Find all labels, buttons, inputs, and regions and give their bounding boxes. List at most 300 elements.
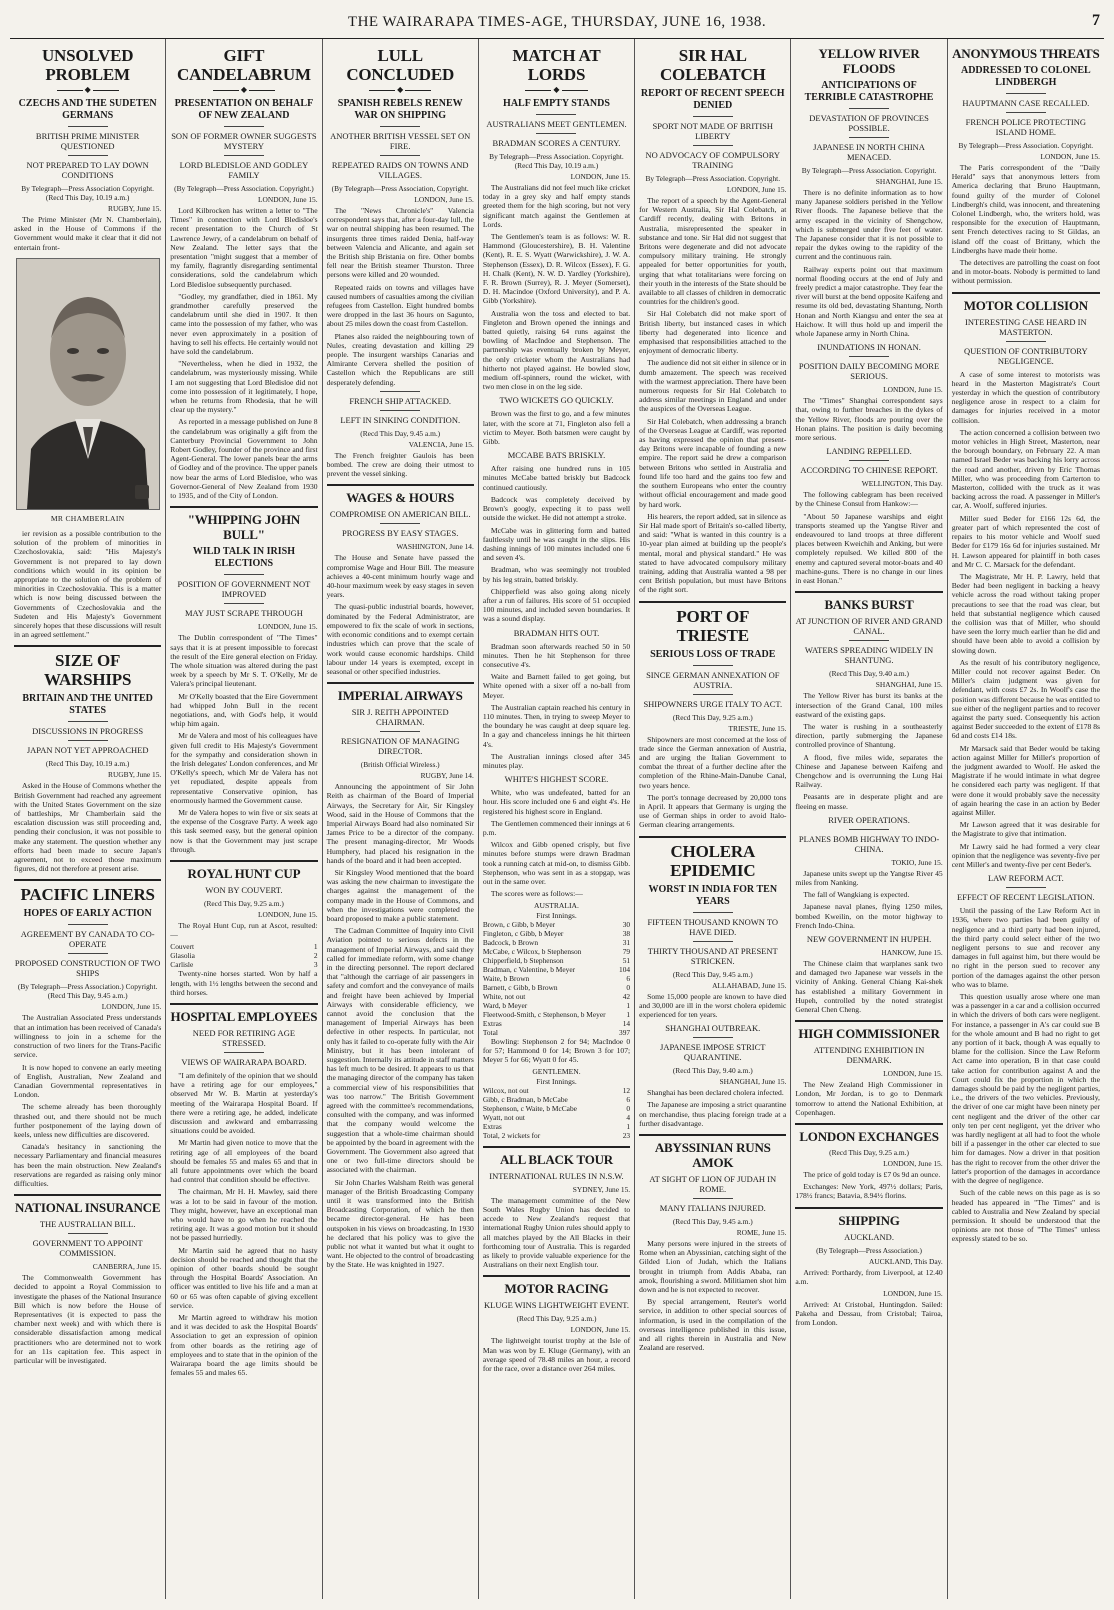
dateline: TOKIO, June 15. (891, 857, 943, 867)
batsman: Brown, c Gibb, b Meyer (482, 919, 556, 929)
subhead: NEED FOR RETIRING AGE STRESSED. (192, 1027, 296, 1048)
headline-motor-racing: MOTOR RACING (504, 1281, 609, 1297)
dateline: LONDON, June 15. (570, 1325, 631, 1335)
batsman: Fleetwood-Smith, c Stephenson, b Meyer (482, 1009, 606, 1019)
dateline: SHANGHAI, June 15. (875, 177, 943, 186)
headline-banks-burst: BANKS BURST (824, 597, 914, 613)
column-7 (948, 39, 1104, 1599)
table-row (483, 1095, 630, 1104)
divider (224, 603, 264, 604)
article-paragraph: Planes also raided the neighbouring town of Nules, creating devastation and killing 29 people. The insurgent warships Canarias and Almirante Cervera shelled the position of Castellon which the Republicans are still desperately defending. (326, 331, 474, 387)
subhead: HAUPTMANN CASE RECALLED. (962, 98, 1090, 108)
article-paragraph: Canada's hesitancy in sanctioning the necessary Parliamentary and financial measures has been the main obstruction. New Zealand's reservations are regarded as raising only minor difficulties. (14, 1142, 162, 1188)
subhead: ANTICIPATIONS OF TERRIBLE CATASTROPHE (804, 80, 934, 103)
article-paragraph: Mr Martin said he agreed that no hasty decision should be reached and thought that the opinion of other boards should be sought through the Hospital Boards' Association. An officer was entitled to live his life and a man at 60 or 65 was often capable of giving excellent service. (170, 1245, 318, 1310)
headline-yellow-river-floods: YELLOW RIVER FLOODS (818, 46, 920, 76)
divider (380, 731, 420, 732)
australia-scorecard (483, 920, 630, 1037)
article-paragraph: The Paris correspondent of the "Daily Herald" says that anonymous letters from America declaring that Bruno Hauptmann, found guilty of the murder of Colonel Lindbergh's child, was innocent, and threatening Colonel Lindbergh, who, the writers hold, was responsible for the execution of Hauptmann, sent French detectives racing to St Gildas, an island off the coast of Brittany, which the Lindberghs have made their home. (951, 163, 1100, 255)
table-row (483, 1019, 630, 1028)
runs: 31 (622, 937, 631, 947)
divider (693, 145, 733, 146)
article-paragraph: The Royal Hunt Cup, run at Ascot, resulted:— (170, 920, 318, 940)
batsman: Waite, b Brown (482, 973, 530, 983)
divider (693, 941, 733, 942)
table-row (483, 929, 630, 938)
gentlemen-scorecard (483, 1086, 630, 1140)
ornament: ◆ (14, 86, 161, 94)
total-runs: 23 (622, 1130, 631, 1140)
dateline: AUCKLAND, This Day. (868, 1256, 943, 1266)
column-1 (10, 39, 166, 1599)
article-paragraph: Brown was the first to go, and a few minutes later, with the score at 71, Fingleton also fell a victim to Meyer. Both batsmen were caught by Gibb. (482, 409, 631, 447)
section-rule (170, 860, 317, 862)
horse-name: Glasolia (170, 951, 195, 961)
headline-whipping-john-bull: "WHIPPING JOHN BULL" (187, 512, 301, 543)
total-label: Total (482, 1027, 498, 1037)
batsman: Fingleton, c Gibb, b Meyer (482, 928, 564, 938)
article-paragraph: McCabe was in glittering form and batted faultlessly until he was caught in the slips. His dashing innings of 100 minutes included one 6 and seven 4's. (482, 525, 631, 563)
wire-credit: (By Telegraph—Press Association. Copyright.) (174, 184, 314, 193)
column-3 (323, 39, 479, 1599)
subhead: AT SIGHT OF LION OF JUDAH IN ROME. (649, 1173, 777, 1194)
article-paragraph: Many persons were injured in the streets of Rome when an Abyssinian, catching sight of the Gilded Lion of Judah, which the Italians brought in triumph from Addis Ababa, ran amok, flourishing a sword. Militiamen shot him down and he is not expected to recover. (639, 1238, 787, 1294)
subhead: AUSTRALIANS MEET GENTLEMEN. (486, 119, 627, 129)
subhead: EFFECT OF RECENT LEGISLATION. (957, 892, 1095, 903)
article-paragraph: The detectives are patrolling the coast on foot and in motor-boats. Nobody is permitted to land without permission. (951, 258, 1100, 286)
headline-lull-concluded: LULL CONCLUDED (346, 46, 455, 84)
article-paragraph: The "Times" Shanghai correspondent says that, owing to further breaches in the dykes of the Yellow River, floods are pouring over the Honan plains. The position is daily becoming more serious. (795, 396, 943, 443)
table-row (483, 920, 630, 929)
table-row (170, 942, 317, 951)
divider (68, 740, 108, 741)
subhead: SERIOUS LOSS OF TRADE (650, 648, 776, 660)
article-paragraph: Sir Hal Colebatch, when addressing a branch of the Overseas League at Cardiff, was reported as having expressed the opinion that present-day Britons were incapable of founding a new empire. The report said he drew a comparison between Britons who settled in Australia and found life too hard and the gains too few and the southern Europeans who enter the country without official encouragement and made good by hard work. (639, 416, 787, 509)
dateline: LONDON, June 15. (101, 1002, 162, 1012)
photo-caption: MR CHAMBERLAIN (50, 513, 125, 523)
column-6 (791, 39, 947, 1599)
article-paragraph: The Gentlemen's team is as follows: W. R. Hammond (Gloucestershire), B. H. Valentine (Kent), R. E. S. Wyatt (Warwickshire), J. W. A. Stephenson (Essex), D. R. Wilcox (Essex), F. G. H. Chalk (Kent), N. W. D. Yardley (Yorkshire), F. R. Brown (Surrey), R. J. Meyer (Somerset), D. H. Macindoe (Oxford University), and P. A. Gibb (Yorkshire). (482, 232, 631, 306)
article-paragraph: Mr Marsack said that Beder would be taking action against Miller for Miller's proportion of the judgment awarded to Woolf. He asked the Magistrate if he would intimate in what degree he considered each party was negligent. If that were done it would probably save the necessity of again hearing the case in an action by Beder against Miller. (951, 743, 1100, 817)
article-paragraph: Until the passing of the Law Reform Act in 1936, where two parties had been guilty of negligence and a third party had been injured, the third party could select either of the two negligent persons to sue and recover any damages in full against him, but there would be no right in the person sued to recover any portion of the damages against the other person who was to blame. (951, 906, 1100, 989)
runs: 14 (622, 1018, 631, 1028)
subhead: LORD BLEDISLOE AND GODLEY FAMILY (179, 160, 309, 180)
section-rule (795, 1207, 942, 1209)
dateline: ROME, June 15. (736, 1227, 787, 1237)
dateline: LONDON, June 15. (414, 195, 474, 204)
table-row (483, 1113, 630, 1122)
article-paragraph: Some 15,000 people are known to have died and 30,000 are ill in the worst cholera epidemic experienced for ten years. (639, 991, 787, 1019)
article-paragraph: Bradman, who was seemingly not troubled by his leg strain, batted briskly. (482, 565, 631, 584)
column-5 (635, 39, 791, 1599)
race-results-table (170, 942, 317, 969)
subhead: LANDING REPELLED. (826, 446, 912, 457)
subhead: AGREEMENT BY CANADA TO CO-OPERATE (20, 929, 155, 950)
runs: 79 (622, 946, 631, 956)
wire-credit: (Recd This Day, 9.40 a.m.) (672, 1066, 753, 1076)
runs: 42 (622, 991, 631, 1001)
wire-credit: By Telegraph—Press Association. Copyright. (958, 141, 1094, 150)
subhead: WORST IN INDIA FOR TEN YEARS (648, 883, 778, 907)
extras: Extras (482, 1018, 502, 1028)
divider (1006, 93, 1046, 94)
divider (693, 665, 733, 666)
wire-credit: (Recd This Day, 9.45 a.m.) (672, 969, 753, 979)
table-row (170, 951, 317, 960)
article-paragraph: Shipowners are most concerned at the loss of trade since the German annexation of Austria, and are urging the Italian Government to combat the threat of a further decline after the completion of the Rhine-Main-Danube Canal, two years hence. (639, 734, 787, 790)
headline-match-at-lords: MATCH AT LORDS (512, 46, 601, 84)
divider (224, 1052, 264, 1053)
article-paragraph: Mr Lawry said he had formed a very clear opinion that the negligence was seventy-five per cent Miller's and twenty-five per cent Beder's. (951, 841, 1100, 869)
batsman: Ward, b Meyer (482, 1000, 528, 1010)
article-paragraph: The Australian innings closed after 345 minutes play. (482, 751, 631, 770)
subhead: THIRTY THOUSAND AT PRESENT STRICKEN. (647, 945, 778, 966)
wire-credit: (British Official Wireless.) (360, 760, 440, 770)
article-paragraph: Sir Hal Colebatch did not make sport of British liberty, but instanced cases in which liberty had degenerated into licence and emphasised that responsibilities attached to the enjoyment of democratic liberty. (639, 309, 787, 356)
headline-gift-candelabrum: GIFT CANDELABRUM (177, 46, 311, 84)
runs: 30 (622, 919, 631, 929)
article-paragraph: Peasants are in desperate plight and are fleeing en masse. (795, 792, 943, 811)
section-rule (14, 645, 161, 647)
subhead: NEW GOVERNMENT IN HUPEH. (806, 933, 932, 944)
section-rule (483, 1275, 630, 1277)
subhead: FRENCH POLICE PROTECTING ISLAND HOME. (965, 117, 1087, 137)
article-paragraph: Such of the cable news on this page as is so headed has appeared in "The Times" and is cabled to Australia and New Zealand by special permission. It should be understood that the opinions are not those of "The Times" unless expressly stated to be so. (951, 1188, 1100, 1244)
subhead: BRITISH PRIME MINISTER QUESTIONED (35, 131, 140, 151)
section-rule (14, 1194, 161, 1196)
section-rule (483, 1146, 630, 1148)
divider (536, 114, 576, 115)
subhead: CZECHS AND THE SUDETEN GERMANS (18, 98, 157, 121)
divider (536, 133, 576, 134)
subhead: SPORT NOT MADE OF BRITISH LIBERTY (652, 121, 774, 141)
article-paragraph: A flood, five miles wide, separates the Chinese and Japanese between Kaifeng and Chengchow and is overrunning the Lung Hai Railway. (795, 752, 943, 790)
article-paragraph: The scores were as follows:— (490, 889, 583, 899)
divider (693, 116, 733, 117)
chamberlain-photo (16, 258, 160, 510)
horse-position: 2 (313, 951, 318, 961)
article-paragraph: "About 50 Japanese warships and eight transports steamed up the Yangtse River and endeavoured to land troops at three different places between Kweichih and Anking, but were completely repulsed. We killed 800 of the enemy and captured several motor-boats and 40 machine-guns. There is no change in our lines in east Honan." (795, 511, 943, 586)
table-row (483, 1028, 630, 1037)
divider (380, 155, 420, 156)
subhead: THE AUSTRALIAN BILL. (39, 1219, 136, 1230)
divider (380, 391, 420, 392)
horse-position: 3 (313, 960, 318, 970)
dateline: LONDON, June 15. (883, 1069, 943, 1079)
article-paragraph: "Nevertheless, when he died in 1932, the candelabrum, was mysteriously missing. While I am not suggesting that Lord Bledisloe did not come into possession of it legitimately, I hope, when he returns from Rhodesia, that he will clear up the mystery." (170, 359, 318, 415)
subhead: INTERNATIONAL RULES IN N.S.W. (489, 1170, 624, 1181)
subhead: FIFTEEN THOUSAND KNOWN TO HAVE DIED. (647, 916, 779, 937)
dateline: LONDON, June 15. (258, 195, 318, 204)
subhead: PRESENTATION ON BEHALF OF NEW ZEALAND (174, 98, 314, 121)
runs: 104 (619, 964, 631, 974)
subhead: AT JUNCTION OF RIVER AND GRAND CANAL. (795, 616, 943, 637)
subhead: ACCORDING TO CHINESE REPORT. (800, 465, 938, 476)
headline-unsolved-problem: UNSOLVED PROBLEM (41, 46, 134, 84)
column-2 (166, 39, 322, 1599)
page-number: 7 (1092, 12, 1100, 29)
batsman: Gibb, c Bradman, b McCabe (482, 1094, 568, 1104)
dateline: LONDON, June 15. (1040, 152, 1100, 161)
article-paragraph: The quasi-public industrial boards, however, dominated by the Federal Administrator, are empowered to fix the scale of work in sections, with economic conditions and to exempt certain industries which can prove that the scale of work would cause economic hardships. Child labour under 14 years is exempted, except in seasonal or other specified industries. (326, 602, 474, 676)
subhead: COMPROMISE ON AMERICAN BILL. (329, 509, 471, 520)
article-paragraph: White, who was undefeated, batted for an hour. His score included one 6 and eight 4's. He registered his highest score in England. (482, 788, 631, 816)
article-paragraph: After raising one hundred runs in 105 minutes McCabe batted briskly but Badcock continued cautiously. (482, 464, 631, 492)
subhead: DEVASTATION OF PROVINCES POSSIBLE. (809, 113, 929, 133)
wire-credit: (Recd This Day, 10.19 a.m.) (45, 759, 130, 769)
subhead: QUESTION OF CONTRIBUTORY NEGLIGENCE. (964, 345, 1088, 366)
article-paragraph: Mr Lawson agreed that it was desirable for the Magistrate to give that intimation. (951, 820, 1100, 839)
article-paragraph: Chipperfield was also going along nicely after a run of failures. His score of 51 occupied 100 minutes, and included seven boundaries. It was a sound display. (482, 586, 631, 624)
table-row (483, 965, 630, 974)
wire-credit: By Telegraph—Press Association. Copyright. (Recd This Day, 10.19 a.m.) (489, 152, 624, 170)
article-paragraph: The Dublin correspondent of "The Times" says that it is at present impossible to forecast the result of the Eire general election on Friday. The whole situation was altered during the past week by a speech by Mr S. T. O'Kelly, Mr de Valera's principal lieutenant. (170, 633, 318, 689)
wire-credit: (Recd This Day, 9.45 a.m.) (360, 428, 441, 438)
batsman: Badcock, b Brown (482, 937, 539, 947)
subhead: RIVER OPERATIONS. (828, 814, 910, 825)
article-paragraph: The port's tonnage decreased by 20,000 tons in April. It appears that Germany is urging the use of German ships in order to avoid Italo-German clearing arrangements. (639, 792, 787, 830)
table-row (483, 1122, 630, 1131)
divider (68, 155, 108, 156)
section-rule (795, 1020, 942, 1022)
headline-cholera-epidemic: CHOLERA EPIDEMIC (670, 841, 756, 880)
runs: 6 (626, 1094, 631, 1104)
section-rule (952, 292, 1100, 294)
article-paragraph: The Gentlemen commenced their innings at 6 p.m. (482, 818, 631, 837)
runs: 0 (626, 1103, 631, 1113)
headline-size-of-warships: SIZE OF WARSHIPS (44, 651, 132, 690)
article-paragraph: Australia won the toss and elected to bat. Fingleton and Brown opened the innings and batted quietly, raising 64 runs against the bowling of MacIndoe and Stephenson. The partnership was eventually broken by Meyer, the only cricketer whom the Australians had hitherto not played against. He bowled slow, medium off-spinners, round the wicket, with two men close in on the leg side. (482, 308, 631, 392)
article-paragraph: Mr de Valera hopes to win five or six seats at the expense of the Cosgrave Party. A week ago this task seemed easy, but the general opinion now is that the Government may just scrape through. (170, 807, 318, 854)
subhead: SHIPOWNERS URGE ITALY TO ACT. (643, 698, 783, 709)
article-paragraph: "I am definitely of the opinion that we should have a retiring age for our employees," observed Mr W. B. Martin at yesterday's meeting of the Wairarapa Hospital Board. If there were a retiring age, he added, indelicate discussion and awkward and embarrassing situations could be avoided. (170, 1070, 318, 1136)
dateline: WELLINGTON, This Day. (861, 479, 943, 489)
article-paragraph: Mr O'Kelly boasted that the Eire Government had whipped John Bull in the recent negotiations, and, with God's help, it would whip him again. (170, 691, 318, 729)
subhead: TWO WICKETS GO QUICKLY. (499, 395, 614, 406)
subhead: SPANISH REBELS RENEW WAR ON SHIPPING (337, 98, 463, 121)
article-paragraph: Twenty-nine horses started. Won by half a length, with 1½ lengths between the second and third horses. (170, 969, 318, 997)
article-paragraph: Bradman soon afterwards reached 50 in 50 minutes. Then he hit Stephenson for three consecutive 4's. (482, 641, 631, 669)
article-paragraph: The water is rushing in a southeasterly direction, partly submerging the Japanese controlled province of Shantung. (795, 721, 943, 750)
divider (693, 1198, 733, 1199)
divider (380, 126, 420, 127)
divider (224, 574, 264, 575)
headline-hospital-employees: HOSPITAL EMPLOYEES (170, 1008, 318, 1024)
runs: 1 (626, 1009, 631, 1019)
article-paragraph: The lightweight tourist trophy at the Isle of Man was won by E. Kluge (Germany), with an average speed of 78.48 miles an hour, a record for the race, over a distance over 264 miles. (482, 1336, 631, 1374)
article-paragraph: Wilcox and Gibb opened crisply, but five minutes before stumps were drawn Bradman took a running catch at mid-on, to dismiss Gibb. Stephenson, who was sent in as a stopgap, was out in the same over. (482, 840, 631, 886)
subhead: WATERS SPREADING WIDELY IN SHANTUNG. (804, 645, 934, 666)
wire-credit: (Recd This Day, 9.25 a.m.) (516, 1314, 597, 1324)
article-paragraph: The Australian Associated Press understands that an intimation has been received of Canada's willingness to join in a scheme for the construction of two liners for the Trans-Pacific service. (14, 1013, 162, 1060)
subhead: JAPANESE IMPOSE STRICT QUARANTINE. (660, 1042, 766, 1063)
subhead: MAY JUST SCRAPE THROUGH (184, 608, 303, 619)
headline-sir-hal-colebatch: SIR HAL COLEBATCH (659, 46, 766, 84)
batsman: McCabe, c Wilcox, b Stephenson (482, 946, 582, 956)
batsman: Wilcox, not out (482, 1085, 529, 1095)
article-paragraph: Shanghai has been declared cholera infected. (647, 1088, 784, 1098)
divider (68, 126, 108, 127)
article-paragraph: The "News Chronicle's" Valencia correspondent says that, after a four-day lull, the war on neutral shipping has been resumed. The insurgents three times raided Denia, half-way between Valencia and Alicante, and again set the British ship Bristania on fire. Other bombs fell near the British steamer Thurston. Three persons were killed and 20 wounded. (326, 206, 474, 280)
wire-credit: (By Telegraph—Press Association, Copyright. (331, 184, 469, 193)
table-row (483, 1086, 630, 1095)
article-paragraph: The report of a speech by the Agent-General for Western Australia, Sir Hal Colebatch, at Cardiff recently, dealing with Britons in Australia, misrepresented the speaker in substance and tone. Sir Hal did not suggest that Britons were degenerate and did not advocate compulsory military training. He strongly appealed for better opportunities for youth, urging that what totalitarians were forcing on their youth in the interests of the State should be available to all classes of children in democratic countries for the children's good. (639, 196, 787, 307)
table-row (483, 1104, 630, 1113)
dateline: LONDON, June 15. (883, 385, 943, 395)
divider (849, 829, 889, 830)
wire-credit: By Telegraph—Press Association Copyright. (Recd This Day, 10.19 a.m.) (21, 184, 155, 202)
article-paragraph: "Godley, my grandfather, died in 1861. My grandmother carefully preserved the candelabrum until she died in 1907. It then came into the possession of my father, who was never even approximately in a position of having to sell his effects. He certainly would not have sold the candelabrum. (170, 291, 318, 357)
subhead: REPEATED RAIDS ON TOWNS AND VILLAGES. (331, 160, 469, 180)
subhead: LEFT IN SINKING CONDITION. (340, 414, 461, 425)
dateline: SYDNEY, June 15. (572, 1184, 631, 1194)
article-paragraph: As the result of his contributory negligence, Miller could not recover against Beder. On Miller's claim judgment was given for defendant, with costs £7 2s. In Woolf's case the position was different because he was entitled to sue either of the negligent parties and to recover against the party sued. Consequently his action against Beder succeeded to the extent of £178 8s 6d and costs £14 18s. (951, 657, 1100, 741)
headline-wages-hours: WAGES & HOURS (346, 490, 455, 506)
headline-motor-collision: MOTOR COLLISION (963, 297, 1088, 313)
subhead: REPORT OF RECENT SPEECH DENIED (640, 88, 785, 111)
subhead: JAPANESE IN NORTH CHINA MENACED. (813, 142, 925, 162)
table-row (483, 938, 630, 947)
article-paragraph: Exchanges: New York, 497½ dollars; Paris, 178½ francs; Batavia, 8.94½ florins. (795, 1182, 943, 1201)
divider (693, 912, 733, 913)
article-paragraph: Mr Martin agreed to withdraw his motion and it was decided to ask the Hospital Boards' Association to get an expression of opinion from other boards as the retiring age of employees and to state that in the opinion of the Wairarapa board the age limits should be females 55 and males 65. (170, 1313, 318, 1378)
subhead: RESIGNATION OF MANAGING DIRECTOR. (340, 736, 460, 757)
wire-credit: By Telegraph—Press Association. Copyright. (801, 166, 937, 175)
article-paragraph: Announcing the appointment of Sir John Reith as chairman of the Board of Imperial Airways, the Secretary for Air, Sir Kingsley Wood, said in the House of Commons that the Imperial Airways Board had also nominated Sir James Price to be a director of the company. The present managing-director, Mr Woods Humphery, had placed his resignation in the hands of the board and it had been accepted. (326, 782, 474, 865)
article-paragraph: The price of gold today is £7 0s 9d an ounce. (803, 1169, 941, 1179)
divider (380, 410, 420, 411)
article-paragraph: The management committee of the New South Wales Rugby Union has decided to accede to New Zealand's request that international Rugby Union rules should apply to all matches played by the All Blacks in their forthcoming tour of Australia. This is regarded as likely to provide valuable experience for the Australians on their next English tour. (482, 1195, 631, 1270)
subhead: SINCE GERMAN ANNEXATION OF AUSTRIA. (646, 669, 780, 690)
masthead-title: THE WAIRARAPA TIMES-AGE, THURSDAY, JUNE 16, 1938. (347, 13, 767, 30)
headline-shipping: SHIPPING (838, 1212, 900, 1228)
article-paragraph: The Australians did not feel much like cricket today in a grey sky and half empty stands greeted them for the high scoring, but not very significant match against the Gentlemen at Lords. (482, 183, 631, 229)
section-rule (795, 591, 942, 593)
ornament: ◆ (170, 86, 317, 94)
table-row (483, 1001, 630, 1010)
runs: 1 (626, 1000, 631, 1010)
subhead: INTERESTING CASE HEARD IN MASTERTON. (965, 316, 1087, 337)
headline-all-black-tour: ALL BLACK TOUR (499, 1151, 613, 1167)
divider (68, 721, 108, 722)
dateline: RUGBY, June 15. (108, 204, 162, 213)
subhead: WILD TALK IN IRISH ELECTIONS (192, 546, 295, 570)
article-paragraph: Waite and Barnett failed to get going, but White opened with a sixer off a no-ball from Meyer. (482, 672, 631, 700)
divider (1006, 887, 1046, 888)
divider (849, 460, 889, 461)
runs: 38 (622, 928, 631, 938)
divider (380, 523, 420, 524)
wire-credit: (Recd This Day, 9.25 a.m.) (829, 1147, 909, 1157)
dateline: WASHINGTON, June 14. (396, 542, 474, 552)
horse-position: 1 (313, 942, 318, 952)
article-paragraph: Mr de Valera and most of his colleagues have given full credit to His Majesty's Government for the sympathy and consideration shown in the Irish delegates' London conferences, and Mr O'Kelly's speech, which Mr de Valera has not yet repudiated, despite appeals from representative Conservative opinion, has enormously harmed the Government cause. (170, 731, 318, 805)
article-paragraph: Japanese units swept up the Yangtse River 45 miles from Nanking. (795, 868, 943, 887)
article-paragraph: The Japanese are imposing a strict quarantine on merchandise, thus placing foreign trade at a further disadvantage. (639, 1100, 787, 1128)
horse-name: Carlisle (170, 960, 194, 970)
article-paragraph: ier revision as a possible contribution to the solution of the problem of minorities in Czechoslovakia, said: "His Majesty's Government is not prepared to lay down conditions which would in its opinion be appropriate to the solution of the problem of minorities in Czechoslovakia. This is a matter which is now being discussed between the Governments of Czechoslovakia and the Sudeten and His Majesty's Government sincerely hopes that these discussions will result in an agreed settlement." (14, 529, 162, 640)
dateline: LONDON, June 15. (570, 172, 631, 181)
masthead (10, 6, 1104, 39)
divider (849, 108, 889, 109)
headline-high-commissioner: HIGH COMMISSIONER (798, 1026, 940, 1042)
section-rule (170, 1003, 317, 1005)
subhead: WHITE'S HIGHEST SCORE. (504, 774, 609, 785)
article-paragraph: The French freighter Gaulois has been bombed. The crew are doing their utmost to prevent the vessel sinking. (326, 450, 474, 479)
batsman: Stephenson, c Waite, b McCabe (482, 1103, 577, 1113)
article-paragraph: As reported in a message published on June 8 the candelabrum was originally a gift from the Canterbury Provincial Government to John Robert Godley, founder of the province and first Agent-General. The lower panels bear the arms of Godley and of the province. The upper panels now bear the arms of Lord Bledisloe, who was Governor-General of New Zealand from 1930 to 1935, and of the City of London. (170, 417, 318, 501)
article-paragraph: The fall of Wangkiang is expected. (803, 890, 910, 900)
headline-imperial-airways: IMPERIAL AIRWAYS (337, 688, 463, 704)
columns (10, 39, 1104, 1599)
dateline: SHANGHAI, June 15. (719, 1077, 787, 1087)
subhead: PROGRESS BY EASY STAGES. (342, 528, 459, 539)
divider (224, 155, 264, 156)
scorecard-innings-label: First Innings. (536, 910, 577, 920)
divider (693, 1037, 733, 1038)
subhead: SHANGHAI OUTBREAK. (665, 1023, 761, 1034)
subhead: NO ADVOCACY OF COMPULSORY TRAINING (645, 150, 781, 170)
section-rule (327, 484, 474, 486)
dateline: RUGBY, June 14. (420, 771, 474, 781)
table-row (483, 983, 630, 992)
subhead: PLANES BOMB HIGHWAY TO INDO-CHINA. (798, 833, 940, 854)
dateline: ALLAHABAD, June 15. (712, 980, 787, 990)
section-rule (795, 1123, 942, 1125)
divider (1006, 112, 1046, 113)
divider (1006, 341, 1046, 342)
article-paragraph: The action concerned a collision between two motor vehicles in High Street, Masterton, near the borough boundary, on February 22. A man named Israel Beder was backing his lorry across the road and another, driven by Eric Thomas Miller, who was proceeding from Carterton to Masterton, collided with the truck as it was backing across the road. A passenger in Miller's car, A. Woolf, suffered injuries. (951, 427, 1100, 511)
headline-national-insurance: NATIONAL INSURANCE (14, 1200, 161, 1216)
article-paragraph: The Prime Minister (Mr N. Chamberlain), asked in the House of Commons if the Government would make it clear that it did not entertain front- (14, 215, 162, 252)
portrait-illustration (17, 259, 159, 509)
subhead: POSITION DAILY BECOMING MORE SERIOUS. (798, 361, 940, 382)
dateline: CANBERRA, June 15. (92, 1262, 162, 1272)
subhead: DISCUSSIONS IN PROGRESS (32, 726, 144, 737)
ornament: ◆ (327, 86, 474, 94)
headline-abyssinian-runs-amok: ABYSSINIAN RUNS AMOK (654, 1139, 771, 1170)
subhead: WON BY COUVERT. (205, 884, 283, 895)
batsman: Bradman, c Valentine, b Meyer (482, 964, 576, 974)
subhead: ADDRESSED TO COLONEL LINDBERGH (960, 65, 1091, 88)
subhead: BRADMAN HITS OUT. (513, 627, 600, 638)
subhead: JAPAN NOT YET APPROACHED (26, 745, 149, 756)
divider (68, 953, 108, 954)
article-paragraph: Miller sued Beder for £166 12s 6d, the greater part of which represented the cost of repairs to his motor vehicle and Woolf sued Beder for £179 16s 6d for injuries sustained. Mr H. Lawson appeared for plaintiff in both cases and Mr C. C. Marsack for the defendant. (951, 513, 1100, 569)
article-paragraph: The Commonwealth Government has decided to appoint a Royal Commission to investigate the phases of the National Insurance Bill which is now before the House of Representatives (it is expected to pass the chamber next week) and with which there is considerable dissatisfaction among medical practitioners who are determined not to work for an 11s capitation fee. This aspect in particular will be investigated. (14, 1273, 162, 1365)
section-rule (639, 1134, 786, 1136)
dateline: LONDON, June 15. (883, 1289, 943, 1298)
subhead: HALF EMPTY STANDS (503, 98, 610, 109)
subhead: AUCKLAND. (844, 1231, 894, 1242)
extras: Extras (482, 1121, 502, 1131)
wire-credit: (Recd This Day, 9.25 a.m.) (672, 712, 753, 722)
article-paragraph: Mr Martin had given notice to move that the retiring age of all employees of the board should be females 55 and males 65 and that in all future appointments over which the board had control that condition should be effective. (170, 1138, 318, 1185)
subhead: MCCABE BATS BRISKLY. (507, 450, 606, 461)
divider (68, 1233, 108, 1234)
ornament: ◆ (483, 86, 630, 94)
article-paragraph: A case of some interest to motorists was heard in the Masterton Magistrate's Court yesterday in which the question of contributory negligence arose in respect to a claim for damages for injuries received in a motor collision. (951, 369, 1100, 425)
section-rule (639, 601, 786, 603)
batsman: Chipperfield, b Stephenson (482, 955, 564, 965)
dateline: VALENCIA, June 15. (408, 439, 474, 449)
divider (849, 137, 889, 138)
article-paragraph: Arrived: Porthardy, from Liverpool, at 12.40 a.m. (795, 1267, 943, 1286)
section-rule (639, 836, 786, 838)
article-paragraph: The House and Senate have passed the compromise Wage and Hour Bill. The measure achieves a 40-cent minimum hourly wage and 40-hour maximum week by easy stages in seven years. (326, 553, 474, 600)
wire-credit: By Telegraph—Press Association. Copyright. (645, 174, 781, 183)
article-paragraph: Lord Kilbrocken has written a letter to "The Times" in connection with Lord Bledisloe's recent presentation to the Church of St Lawrence Jewry, of a candelabrum on behalf of New Zealand. The letter says that the presentation "might suggest that a member of my family, flagrantly disregarding sentimental considerations, sold the candelabrum which Lord Bledisloe subsequently purchased. (170, 206, 318, 289)
